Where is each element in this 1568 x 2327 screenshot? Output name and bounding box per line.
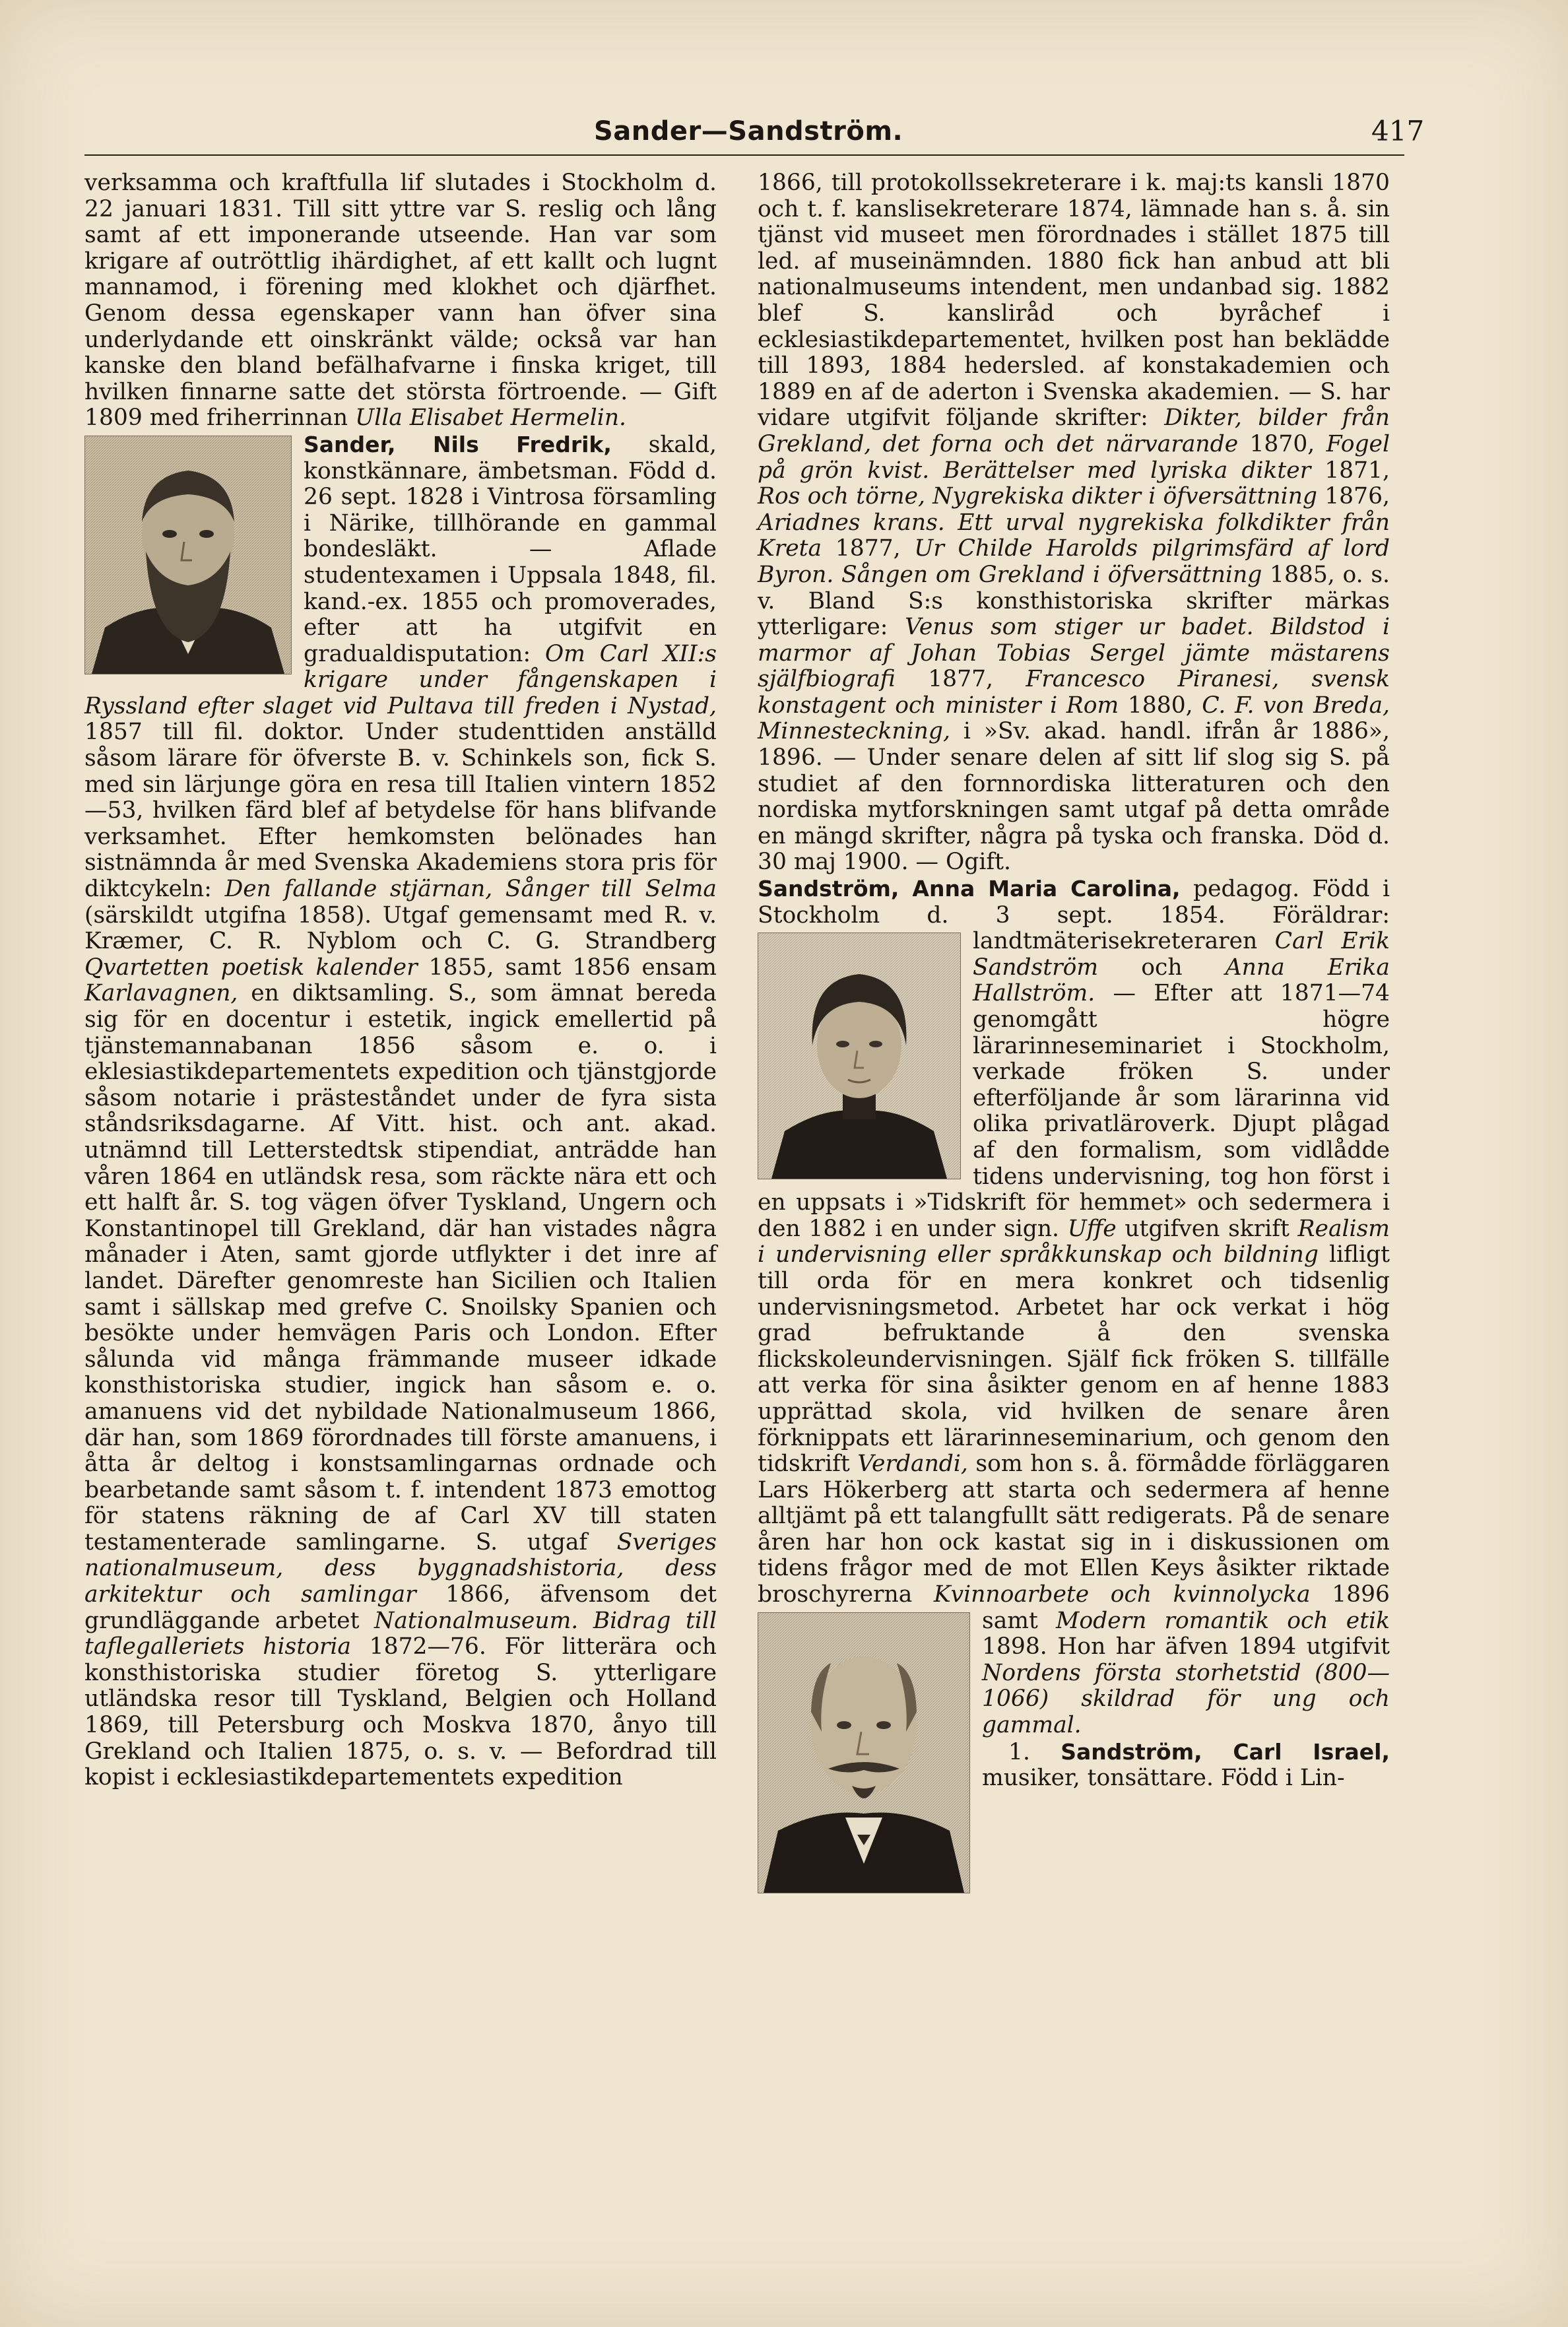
page-number: 417 xyxy=(1371,115,1425,147)
left-column xyxy=(84,170,717,1791)
header-rule xyxy=(84,154,1404,156)
portrait-woman-icon xyxy=(758,933,960,1179)
portrait-nils-fredrik-sander xyxy=(84,436,292,674)
paragraph-sander-continued: 1866, till protokollssekreterare i k. maj:ts kansli 1870 och t. f. kanslisekreterare 1874, lämnade han s. å. sin tjänst vid museet men förordnades i stället 1875 till led. af museinämnden. 1880 fick han anbud att bli nationalmuseums intendent, men undanbad sig. 1882 blef S. kansliråd och byråchef i ecklesiastikdepartementet, hvilken post han beklädde till 1893, 1884 hedersled. af konstakademien och 1889 en af de aderton i Svenska akademien. — S. har vidare utgifvit följande skrifter: Dikter, bilder från Grekland, det forna och det närvarande 1870, Fogel på grön kvist. Berättelser med lyriska dikter 1871, Ros och törne, Nygrekiska dikter i öfversättning 1876, Ariadnes krans. Ett urval nygrekiska folkdikter från Kreta 1877, Ur Childe Harolds pilgrimsfärd af lord Byron. Sången om Grekland i öfversättning 1885, o. s. v. Bland S:s konsthistoriska skrifter märkas ytterligare: Venus som stiger ur badet. Bildstod i marmor af Johan Tobias Sergel jämte mästarens själfbiografi 1877, Francesco Piranesi, svensk konstagent och minister i Rom 1880, C. F. von Breda, Minnesteckning, i »Sv. akad. handl. ifrån år 1886», 1896. — Under senare delen af sitt lif slog sig S. på studiet af den fornnordiska litteraturen och den nordiska mytforskningen samt utgaf på detta område en mängd skrifter, några på tyska och franska. Död d. 30 maj 1900. — Ogift. xyxy=(758,170,1390,876)
headword-anna-sandstrom: Sandström, Anna Maria Carolina, xyxy=(758,876,1181,902)
headword-carl-israel-sandstrom: Sandström, Carl Israel, xyxy=(1061,1738,1390,1765)
headword-sander: Sander, Nils Fredrik, xyxy=(304,431,612,457)
portrait-man-beard-icon xyxy=(85,436,291,674)
entry-anna-sandstrom: Sandström, Anna Maria Carolina, pedagog. Född i Stockholm d. 3 sept. 1854. Föräldrar: landtmäterisekreteraren Carl Erik Sandström och Anna Erika Hallström. — Efter att 1871—74 genomgått högre lärarinneseminariet i Stockholm, verkade fröken S. under efterföljande år som lärarinna vid olika privatläroverk. Djupt plågad af den formalism, som vidlådde tidens undervisning, tog hon först i en uppsats i »Tidskrift för hemmet» och sedermera i den 1882 i en under sign. Uffe utgifven skrift Realism i undervisning eller språkkunskap och bildning lifligt till orda för en mera konkret och tidsenlig undervisningsmetod. Arbetet har ock verkat i hög grad befruktande å den svenska flickskoleundervisningen. Själf fick fröken S. tillfälle att verka för sina åsikter genom en af henne 1883 upprättad skola, vid hvilken de senare åren förknippats ett lärarinneseminarium, och genom den tidskrift Verdandi, som hon s. å. förmådde förläggaren Lars Hökerberg att starta och sedermera af henne alltjämt på ett talangfullt sätt redigerats. På de senare åren har hon ock kastat sig in i diskussionen om tidens frågor med de mot Ellen Keys åsikter riktade broschyrerna Kvinnoarbete och kvinnolycka 1896 samt Modern romantik och etik 1898. Hon har äfven 1894 utgifvit Nordens första storhetstid (800—1066) skildrad för ung och gammal. xyxy=(758,876,1390,1739)
right-column xyxy=(758,170,1390,1897)
paragraph-continuation: verksamma och kraftfulla lif slutades i Stockholm d. 22 januari 1831. Till sitt yttre var S. reslig och lång samt af ett imponerande utseende. Han var som krigare af outröttlig ihärdighet, af ett kallt och lugnt mannamod, i förening med klokhet och djärfhet. Genom dessa egenskaper vann han öfver sina underlydande ett oinskränkt välde; också var han kanske den bland befälhafvarne i finska kriget, till hvilken finnarne satte det största förtroende. — Gift 1809 med friherrinnan Ulla Elisabet Hermelin. xyxy=(84,170,717,432)
running-title: Sander—Sandström. xyxy=(594,116,903,147)
portrait-anna-sandstrom xyxy=(758,933,961,1179)
entry-carl-israel-sandstrom: 1. Sandström, Carl Israel, musiker, tonsättare. Född i Lin- xyxy=(982,1738,1390,1792)
entry-sander: Sander, Nils Fredrik, skald, konstkännare, ämbetsman. Född d. 26 sept. 1828 i Vintrosa församling i Närike, tillhörande en gammal bondesläkt. — Aflade studentexamen i Uppsala 1848, fil. kand.-ex. 1855 och promoverades, efter att ha utgifvit en gradualdisputation: Om Carl XII:s krigare under fångenskapen i Ryssland efter slaget vid Pultava till freden i Nystad, 1857 till fil. doktor. Under studenttiden anställd såsom lärare för öfverste B. v. Schinkels son, fick S. med sin lärjunge göra en resa till Italien vintern 1852—53, hvilken färd blef af betydelse för hans blifvande verksamhet. Efter hemkomsten belönades han sistnämnda år med Svenska Akademiens stora pris för diktcykeln: Den fallande stjärnan, Sånger till Selma (särskildt utgifna 1858). Utgaf gemensamt med R. v. Kræmer, C. R. Nyblom och C. G. Strandberg Qvartetten poetisk kalender 1855, samt 1856 ensam Karlavagnen, en diktsamling. S., som ämnat bereda sig för en docentur i estetik, ingick emellertid på tjänstemannabanan 1856 såsom e. o. i eklesiastikdepartementets expedition och tjänstgjorde såsom notarie i prästeståndet under de fyra sista ståndsriksdagarne. Af Vitt. hist. och ant. akad. utnämnd till Letterstedtsk stipendiat, anträdde han våren 1864 en utländsk resa, som räckte nära ett och ett halft år. S. tog vägen öfver Tyskland, Ungern och Konstantinopel till Grekland, där han vistades några månader i Aten, samt gjorde utflykter i det inre af landet. Därefter genomreste han Sicilien och Italien samt i sällskap med grefve C. Snoilsky Spanien och besökte under hemvägen Paris och London. Efter sålunda vid många främmande museer idkade konsthistoriska studier, ingick han såsom e. o. amanuens vid det nybildade Nationalmuseum 1866, där han, som 1869 förordnades till förste amanuens, i åtta år deltog i konstsamlingarnas ordnade och bearbetande samt såsom t. f. intendent 1873 emottog för statens räkning de af Carl XV till staten testamenterade samlingarne. S. utgaf Sveriges nationalmuseum, dess byggnadshistoria, dess arkitektur och samlingar 1866, äfvensom det grundläggande arbetet Nationalmuseum. Bidrag till taflegalleriets historia 1872—76. För litterära och konsthistoriska studier företog S. ytterligare utländska resor till Tyskland, Belgien och Holland 1869, till Petersburg och Moskva 1870, ånyo till Grekland och Italien 1875, o. s. v. — Befordrad till kopist i ecklesiastikdepartementets expedition xyxy=(84,431,717,1791)
portrait-man-moustache-icon xyxy=(758,1613,969,1893)
portrait-carl-israel-sandstrom xyxy=(758,1612,970,1893)
